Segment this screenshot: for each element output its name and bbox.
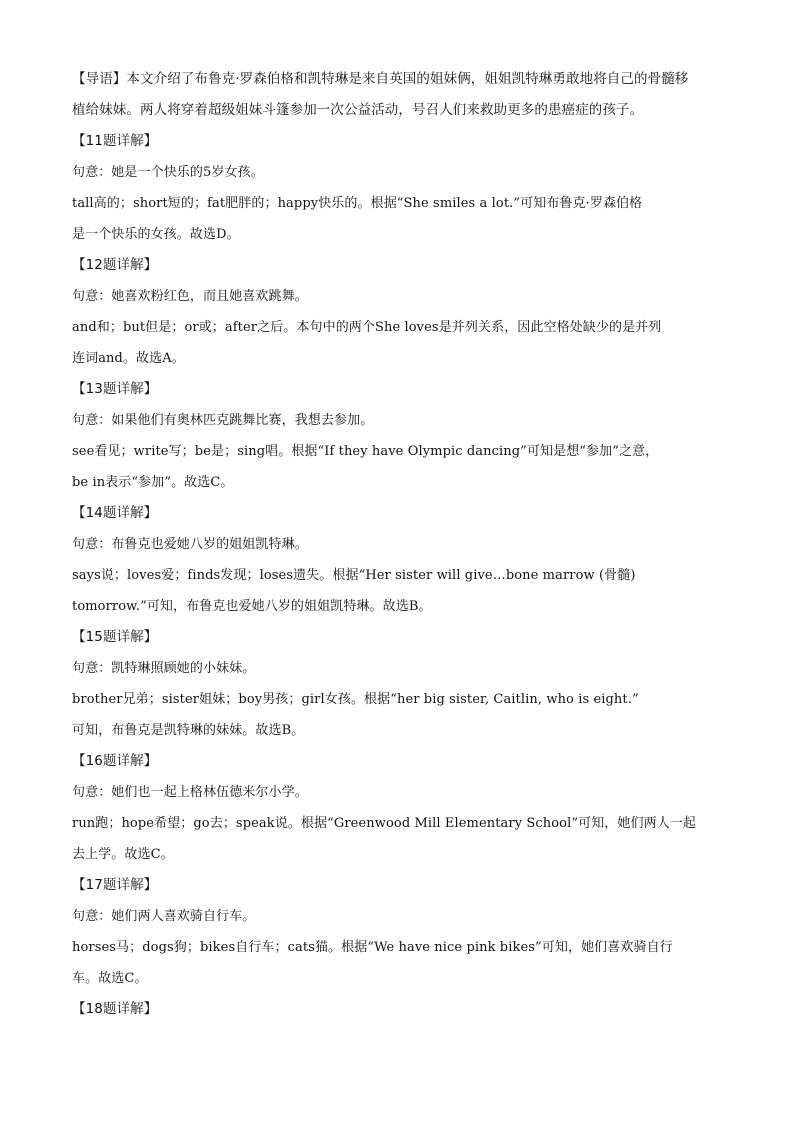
section-11-meaning: 句意：她是一个快乐的5岁女孩。 — [72, 165, 264, 180]
section-14-explanation-1: says说；loves爱；finds发现；loses遗失。根据“Her sister will give…bone marrow (骨髓) — [72, 568, 636, 583]
document-page — [72, 64, 726, 1025]
section-14-heading: 【14题详解】 — [72, 505, 158, 521]
section-15-explanation-1: brother兄弟；sister姐妹；boy男孩；girl女孩。根据“her big sister, Caitlin, who is eight.” — [72, 692, 639, 707]
section-15-explanation-2: 可知，布鲁克是凯特琳的妹妹。故选B。 — [72, 723, 305, 738]
section-17-heading: 【17题详解】 — [72, 877, 158, 893]
section-16-explanation-2: 去上学。故选C。 — [72, 847, 174, 862]
section-17-meaning: 句意：她们两人喜欢骑自行车。 — [72, 909, 256, 924]
section-14-meaning: 句意：布鲁克也爱她八岁的姐姐凯特琳。 — [72, 537, 308, 552]
section-13-heading: 【13题详解】 — [72, 381, 158, 397]
section-12-meaning: 句意：她喜欢粉红色，而且她喜欢跳舞。 — [72, 289, 308, 304]
section-13-explanation-2: be in表示“参加”。故选C。 — [72, 475, 234, 490]
section-17-explanation-2: 车。故选C。 — [72, 971, 148, 986]
section-15-meaning: 句意：凯特琳照顾她的小妹妹。 — [72, 661, 256, 676]
intro-line-1: 【导语】本文介绍了布鲁克·罗森伯格和凯特琳是来自英国的姐妹俩，姐姐凯特琳勇敢地将自己的骨髓移 — [72, 71, 689, 87]
section-12-explanation-1: and和；but但是；or或；after之后。本句中的两个She loves是并列关系，因此空格处缺少的是并列 — [72, 320, 662, 335]
section-17-explanation-1: horses马；dogs狗；bikes自行车；cats猫。根据“We have nice pink bikes”可知，她们喜欢骑自行 — [72, 940, 673, 955]
section-12-explanation-2: 连词and。故选A。 — [72, 351, 185, 366]
section-12-heading: 【12题详解】 — [72, 257, 158, 273]
section-13-explanation-1: see看见；write写；be是；sing唱。根据“If they have Olympic dancing”可知是想“参加”之意， — [72, 444, 659, 459]
section-15-heading: 【15题详解】 — [72, 629, 158, 645]
section-14-explanation-2: tomorrow.”可知，布鲁克也爱她八岁的姐姐凯特琳。故选B。 — [72, 599, 432, 614]
section-16-explanation-1: run跑；hope希望；go去；speak说。根据“Greenwood Mill Elementary School”可知，她们两人一起 — [72, 816, 697, 831]
section-11-explanation-2: 是一个快乐的女孩。故选D。 — [72, 227, 240, 242]
intro-line-2: 植给妹妹。两人将穿着超级姐妹斗篷参加一次公益活动，号召人们来救助更多的患癌症的孩子。 — [72, 102, 644, 118]
section-16-heading: 【16题详解】 — [72, 753, 158, 769]
section-13-meaning: 句意：如果他们有奥林匹克跳舞比赛，我想去参加。 — [72, 413, 374, 428]
section-16-meaning: 句意：她们也一起上格林伍德米尔小学。 — [72, 785, 308, 800]
section-18-heading: 【18题详解】 — [72, 1001, 158, 1017]
section-11-explanation-1: tall高的；short短的；fat肥胖的；happy快乐的。根据“She smiles a lot.”可知布鲁克·罗森伯格 — [72, 196, 643, 211]
section-11-heading: 【11题详解】 — [72, 133, 158, 149]
